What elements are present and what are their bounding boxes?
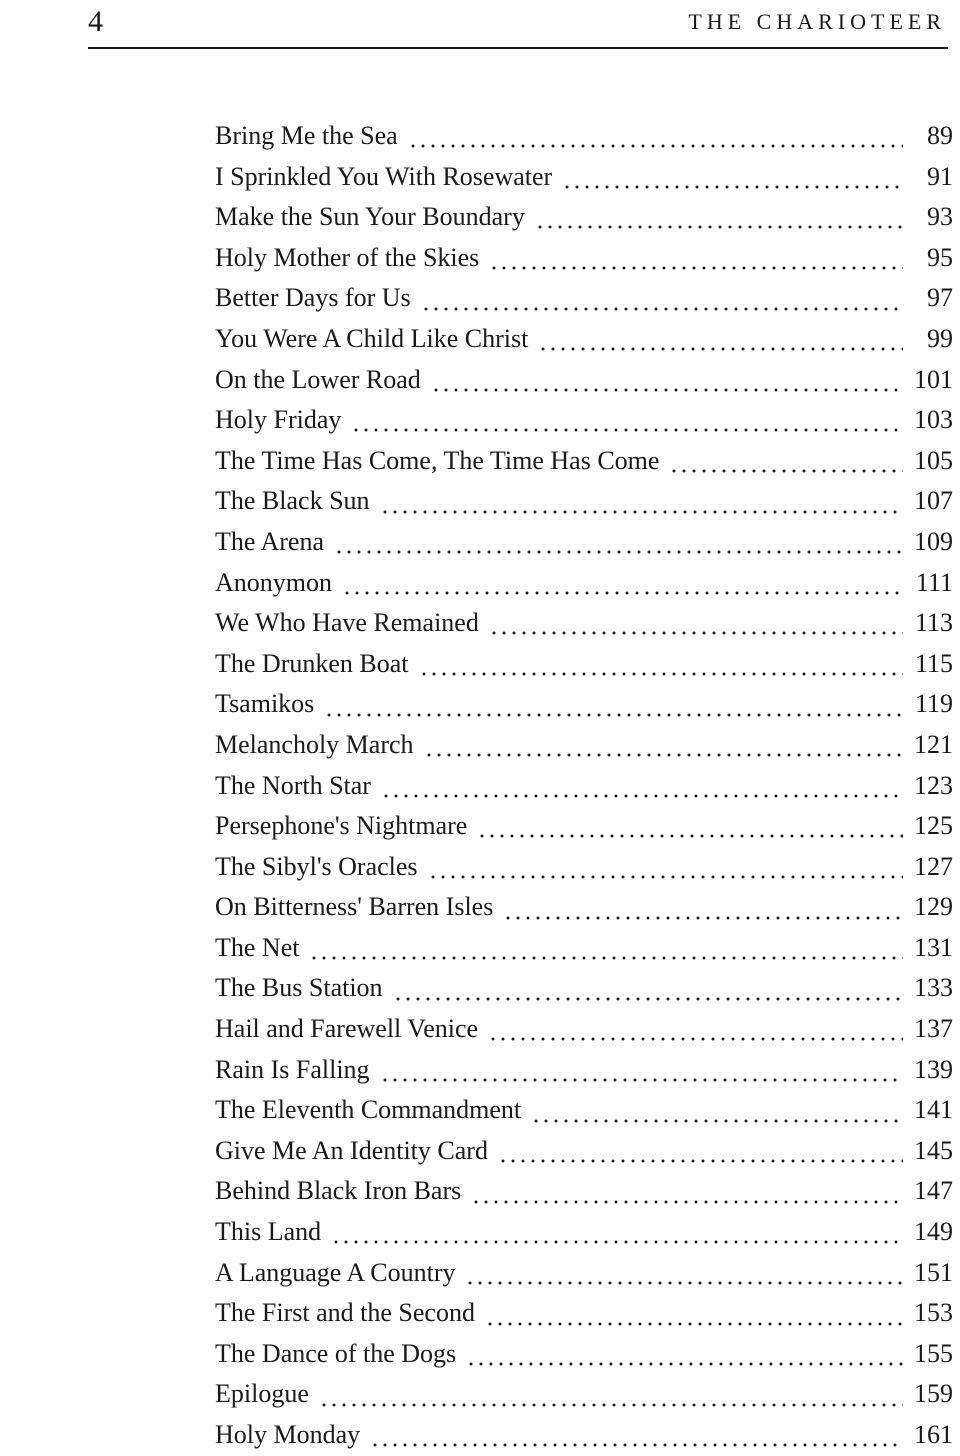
dot-leader <box>381 794 903 798</box>
toc-entry-page: 147 <box>914 1176 953 1206</box>
toc-entry-page: 111 <box>915 567 953 597</box>
toc-entry-page: 97 <box>927 283 953 313</box>
table-of-contents <box>215 116 953 1456</box>
toc-entry-title: Bring Me the Sea <box>215 121 398 150</box>
toc-entry-title: The Black Sun <box>215 486 370 516</box>
toc-entry-page: 91 <box>927 161 953 191</box>
toc-entry <box>215 278 953 319</box>
toc-entry <box>215 603 953 644</box>
toc-entry-title: Melancholy March <box>215 729 414 759</box>
dot-leader <box>319 1403 903 1407</box>
dot-leader <box>503 916 903 920</box>
toc-entry-title: The North Star <box>215 770 371 800</box>
toc-entry-title: Make the Sun Your Boundary <box>215 202 525 232</box>
toc-entry-title: Hail and Farewell Venice <box>215 1014 479 1044</box>
dot-leader <box>498 1159 903 1163</box>
dot-leader <box>489 266 903 270</box>
dot-leader <box>488 1037 903 1041</box>
toc-entry <box>215 563 953 604</box>
toc-entry-title: Anonymon <box>215 567 332 597</box>
dot-leader <box>465 1281 903 1285</box>
toc-entry-title: You Were A Child Like Christ <box>215 323 529 353</box>
toc-entry-title: I Sprinkled You With Rosewater <box>215 161 553 191</box>
toc-entry <box>215 725 953 766</box>
toc-entry-title: Persephone's Nightmare <box>215 811 468 841</box>
dot-leader <box>485 1322 903 1326</box>
toc-entry-title: Holy Monday <box>215 1420 361 1449</box>
dot-leader <box>331 1240 903 1244</box>
toc-entry-title: This Land <box>215 1217 322 1247</box>
dot-leader <box>489 631 903 635</box>
dot-leader <box>393 997 903 1001</box>
dot-leader <box>538 347 903 351</box>
toc-entry <box>215 1090 953 1131</box>
dot-leader <box>669 469 903 473</box>
toc-entry-title: The Drunken Boat <box>215 648 409 678</box>
toc-entry-title: Holy Mother of the Skies <box>215 242 480 272</box>
dot-leader <box>380 1078 903 1082</box>
toc-entry-title: On Bitterness' Barren Isles <box>215 892 494 922</box>
toc-entry-title: The Sibyl's Oracles <box>215 851 418 881</box>
page-number: 4 <box>88 5 103 38</box>
toc-entry-title: We Who Have Remained <box>215 608 479 638</box>
toc-entry <box>215 1415 953 1456</box>
toc-entry <box>215 360 953 401</box>
toc-entry-title: Give Me An Identity Card <box>215 1135 488 1165</box>
toc-entry-title: Tsamikos <box>215 689 315 719</box>
toc-entry-title: The Dance of the Dogs <box>215 1338 457 1368</box>
toc-entry <box>215 1253 953 1294</box>
toc-entry-page: 107 <box>914 486 953 516</box>
toc-entry-page: 101 <box>914 364 953 394</box>
toc-entry-page: 115 <box>914 648 953 678</box>
toc-entry <box>215 1009 953 1050</box>
toc-entry-page: 99 <box>927 323 953 353</box>
toc-entry-page: 155 <box>914 1338 953 1368</box>
toc-entry-title: The Net <box>215 932 300 962</box>
toc-entry-page: 95 <box>927 242 953 272</box>
toc-entry-page: 103 <box>914 405 953 435</box>
dot-leader <box>351 428 903 432</box>
toc-entry-page: 149 <box>914 1217 953 1247</box>
toc-entry-page: 141 <box>914 1095 953 1125</box>
toc-entry-page: 127 <box>914 851 953 881</box>
toc-entry-title: Rain Is Falling <box>215 1054 370 1084</box>
toc-entry-page: 123 <box>914 770 953 800</box>
toc-entry <box>215 481 953 522</box>
toc-entry <box>215 238 953 279</box>
toc-entry <box>215 1212 953 1253</box>
toc-entry <box>215 928 953 969</box>
dot-leader <box>531 1119 903 1123</box>
toc-entry <box>215 1050 953 1091</box>
toc-entry-page: 113 <box>914 608 953 638</box>
page-header <box>88 0 948 48</box>
toc-entry <box>215 968 953 1009</box>
header-rule <box>88 47 948 49</box>
toc-entry <box>215 1374 953 1415</box>
toc-entry <box>215 1334 953 1375</box>
toc-entry-page: 159 <box>914 1379 953 1409</box>
dot-leader <box>342 591 903 595</box>
dot-leader <box>562 185 903 189</box>
toc-entry-page: 119 <box>914 689 953 719</box>
dot-leader <box>419 672 903 676</box>
toc-entry-page: 125 <box>914 811 953 841</box>
toc-entry <box>215 1293 953 1334</box>
toc-entry <box>215 441 953 482</box>
toc-entry-page: 151 <box>914 1257 953 1287</box>
dot-leader <box>477 834 903 838</box>
dot-leader <box>421 307 903 311</box>
toc-entry-page: 153 <box>914 1298 953 1328</box>
toc-entry-title: The Time Has Come, The Time Has Come <box>215 445 660 475</box>
toc-entry-title: Epilogue <box>215 1379 309 1409</box>
toc-entry-page: 133 <box>914 973 953 1003</box>
toc-entry-title: On the Lower Road <box>215 364 421 394</box>
dot-leader <box>380 510 903 514</box>
toc-entry <box>215 887 953 928</box>
dot-leader <box>431 388 903 392</box>
dot-leader <box>334 550 903 554</box>
toc-entry <box>215 157 953 198</box>
toc-entry <box>215 806 953 847</box>
toc-entry <box>215 197 953 238</box>
dot-leader <box>324 713 903 717</box>
dot-leader <box>535 225 903 229</box>
toc-entry-page: 109 <box>914 526 953 556</box>
running-head: THE CHARIOTEER <box>688 9 946 34</box>
dot-leader <box>466 1362 903 1366</box>
dot-leader <box>424 753 903 757</box>
dot-leader <box>309 956 903 960</box>
toc-entry-page: 121 <box>914 729 953 759</box>
toc-entry-title: The First and the Second <box>215 1298 475 1328</box>
toc-entry <box>215 684 953 725</box>
toc-entry-title: The Bus Station <box>215 973 383 1003</box>
dot-leader <box>471 1200 903 1204</box>
toc-entry-page: 131 <box>914 932 953 962</box>
toc-entry <box>215 766 953 807</box>
toc-entry-title: The Eleventh Commandment <box>215 1095 522 1125</box>
toc-entry-title: Holy Friday <box>215 405 342 435</box>
toc-entry-title: Behind Black Iron Bars <box>215 1176 462 1206</box>
toc-entry-title: The Arena <box>215 526 325 556</box>
toc-entry-title: Better Days for Us <box>215 283 411 313</box>
toc-entry-page: 93 <box>927 202 953 232</box>
dot-leader <box>370 1443 903 1447</box>
toc-entry <box>215 644 953 685</box>
toc-entry <box>215 1171 953 1212</box>
toc-entry <box>215 319 953 360</box>
toc-entry-title: A Language A Country <box>215 1257 456 1287</box>
toc-entry-page: 145 <box>914 1135 953 1165</box>
toc-entry-page: 105 <box>914 445 953 475</box>
toc-entry <box>215 847 953 888</box>
dot-leader <box>428 875 903 879</box>
dot-leader <box>408 144 903 148</box>
toc-entry-page: 161 <box>914 1420 953 1449</box>
toc-entry <box>215 522 953 563</box>
toc-entry-page: 89 <box>927 121 953 150</box>
toc-entry-page: 129 <box>914 892 953 922</box>
toc-entry <box>215 116 953 157</box>
toc-entry <box>215 1131 953 1172</box>
toc-entry <box>215 400 953 441</box>
toc-entry-page: 139 <box>914 1054 953 1084</box>
toc-entry-page: 137 <box>914 1014 953 1044</box>
